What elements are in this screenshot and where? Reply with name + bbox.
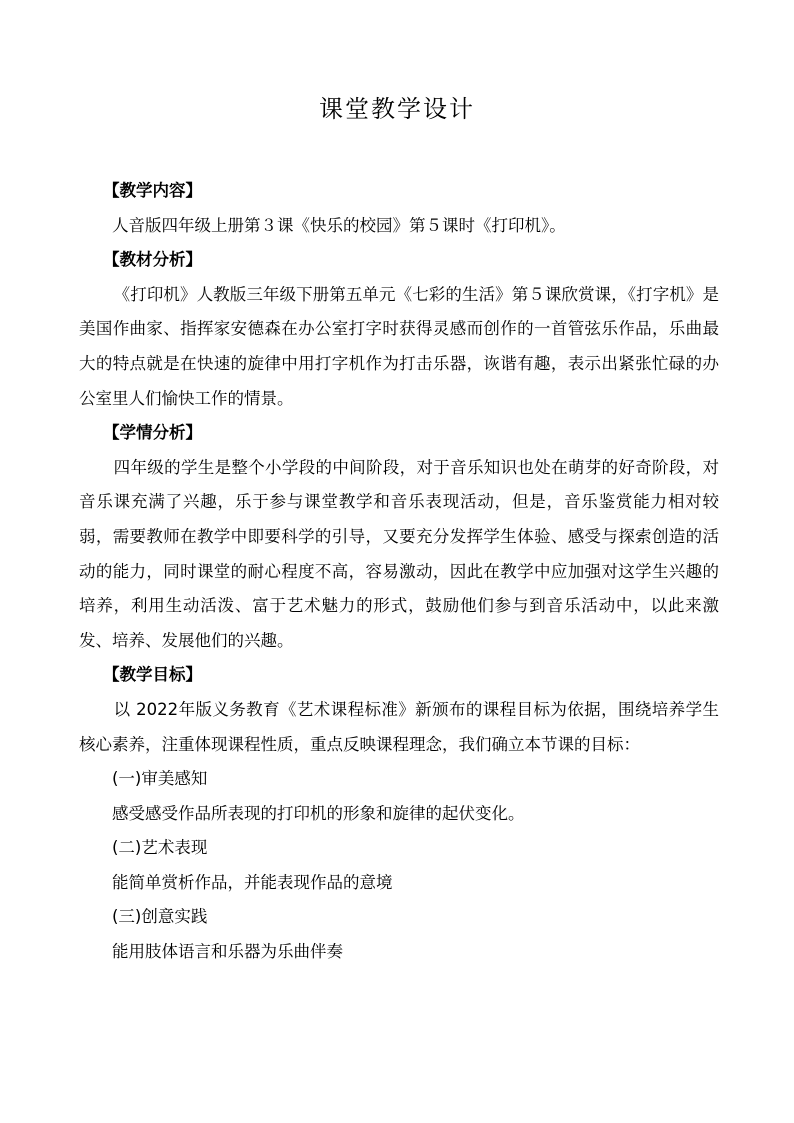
section-heading-material-analysis: 【教材分析】 [103, 250, 202, 270]
goal-1-text: 感受感受作品所表现的打印机的形象和旋律的起伏变化。 [112, 803, 525, 823]
page-title: 课堂教学设计 [319, 95, 475, 123]
student-analysis-text: 四年级的学生是整个小学段的中间阶段，对于音乐知识也处在萌芽的好奇阶段，对音乐课充满了兴趣，乐于参与课堂教学和音乐表现活动，但是，音乐鉴赏能力相对较弱，需要教师在教学中即要科学的引导，又要充分发挥学生体验、感受与探索创造的活动的能力，同时课堂的耐心程度不高，容易激动，因此在教学中应加强对这学生兴趣的培养，利用生动活泼、富于艺术魅力的形式，鼓励他们参与到音乐活动中，以此来激发、培养、发展他们的兴趣。 [79, 457, 719, 650]
teaching-goals-text: 以 2022年版义务教育《艺术课程标准》新颁布的课程目标为依据，围绕培养学生核心素养，注重体现课程性质，重点反映课程理念，我们确立本节课的目标： [79, 699, 719, 754]
document-body [79, 174, 719, 970]
teaching-content-text: 人音版四年级上册第３课《快乐的校园》第５课时《打印机》。 [112, 215, 566, 235]
goal-3-text: 能用肢体语言和乐器为乐曲伴奏 [112, 942, 343, 962]
goal-3-label: (三)创意实践 [112, 907, 208, 927]
goal-2-label: (二)艺术表现 [112, 838, 208, 858]
section-heading-student-analysis: 【学情分析】 [103, 423, 202, 443]
goal-2-text: 能简单赏析作品，并能表现作品的意境 [112, 872, 393, 892]
goal-1-label: (一)审美感知 [112, 769, 208, 789]
material-analysis-text: 《打印机》人教版三年级下册第五单元《七彩的生活》第５课欣赏课，《打字机》是美国作曲家、指挥家安德森在办公室打字时获得灵感而创作的一首管弦乐作品，乐曲最大的特点就是在快速的旋律中用打字机作为打击乐器，诙谐有趣，表示出紧张忙碌的办公室里人们愉快工作的情景。 [79, 284, 719, 408]
section-heading-teaching-goals: 【教学目标】 [103, 665, 202, 685]
section-heading-teaching-content: 【教学内容】 [103, 181, 202, 200]
